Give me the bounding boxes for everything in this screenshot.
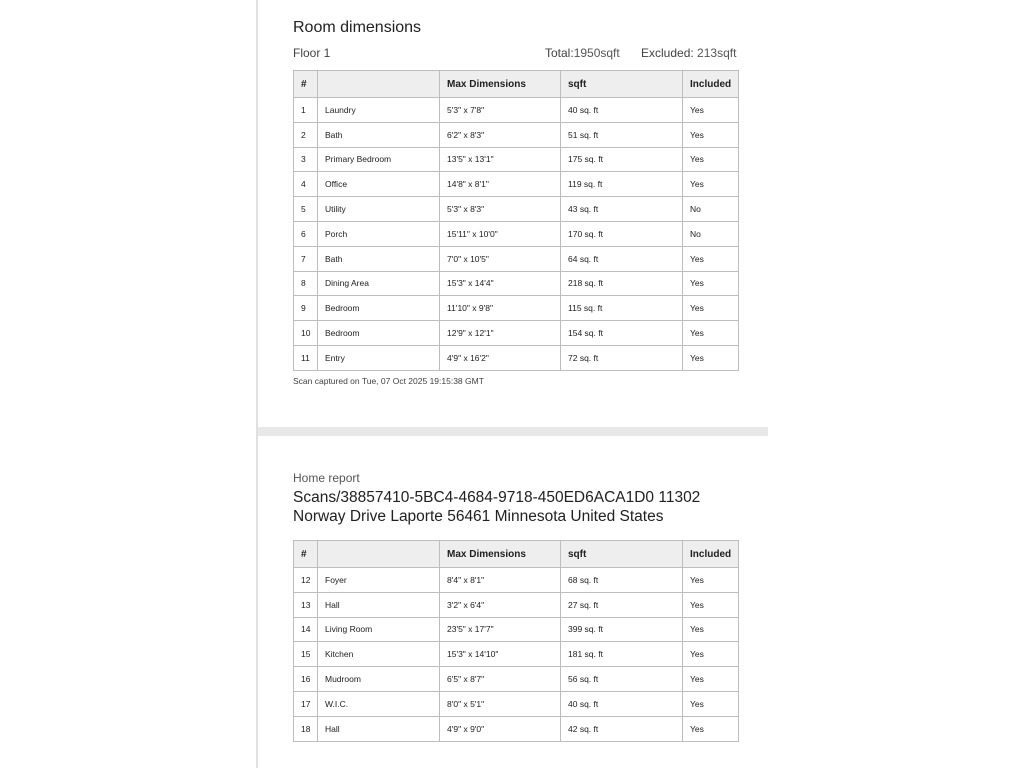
table-row	[294, 345, 739, 370]
max-dimensions: 15'3" x 14'4"	[440, 271, 561, 296]
room-name: Mudroom	[318, 667, 440, 692]
column-header-room	[318, 541, 440, 568]
table-row	[294, 642, 739, 667]
column-header-room	[318, 71, 440, 98]
room-name: Kitchen	[318, 642, 440, 667]
included-value: Yes	[683, 691, 739, 716]
included-value: No	[683, 221, 739, 246]
report-title: Scans/38857410-5BC4-4684-9718-450ED6ACA1D0 11302 Norway Drive Laporte 56461 Minnesota United States	[293, 489, 701, 525]
room-name: Foyer	[318, 568, 440, 593]
total-label: Total:	[545, 46, 574, 60]
row-number: 1	[294, 98, 318, 123]
max-dimensions: 23'5" x 17'7"	[440, 617, 561, 642]
sqft-value: 43 sq. ft	[561, 197, 683, 222]
sqft-value: 119 sq. ft	[561, 172, 683, 197]
total-value: 1950sqft	[573, 46, 620, 60]
sqft-value: 56 sq. ft	[561, 667, 683, 692]
max-dimensions: 6'5" x 8'7"	[440, 667, 561, 692]
table-row	[294, 617, 739, 642]
table-header-row	[294, 71, 739, 98]
max-dimensions: 7'0" x 10'5"	[440, 246, 561, 271]
room-dimensions-table-continued	[293, 540, 739, 742]
sqft-value: 51 sq. ft	[561, 122, 683, 147]
table-row	[294, 716, 739, 741]
room-name: Entry	[318, 345, 440, 370]
included-value: Yes	[683, 716, 739, 741]
sqft-value: 72 sq. ft	[561, 345, 683, 370]
row-number: 17	[294, 691, 318, 716]
included-value: Yes	[683, 667, 739, 692]
max-dimensions: 14'8" x 8'1"	[440, 172, 561, 197]
floor-summary	[293, 46, 738, 62]
table-row	[294, 296, 739, 321]
room-name: Hall	[318, 592, 440, 617]
room-name: Porch	[318, 221, 440, 246]
table-row	[294, 321, 739, 346]
included-value: Yes	[683, 321, 739, 346]
room-name: Office	[318, 172, 440, 197]
sqft-value: 115 sq. ft	[561, 296, 683, 321]
excluded-area	[641, 46, 736, 60]
column-header-included: Included	[683, 71, 739, 98]
table-row	[294, 667, 739, 692]
max-dimensions: 11'10" x 9'8"	[440, 296, 561, 321]
included-value: Yes	[683, 568, 739, 593]
room-name: Bedroom	[318, 296, 440, 321]
room-name: Primary Bedroom	[318, 147, 440, 172]
room-name: Utility	[318, 197, 440, 222]
floor-label: Floor 1	[293, 46, 331, 60]
table-row	[294, 172, 739, 197]
row-number: 13	[294, 592, 318, 617]
column-header-max-dimensions: Max Dimensions	[440, 71, 561, 98]
row-number: 10	[294, 321, 318, 346]
max-dimensions: 12'9" x 12'1"	[440, 321, 561, 346]
total-area	[545, 46, 620, 60]
table-body	[294, 98, 739, 371]
table-row	[294, 122, 739, 147]
row-number: 8	[294, 271, 318, 296]
sqft-value: 154 sq. ft	[561, 321, 683, 346]
max-dimensions: 5'3" x 7'8"	[440, 98, 561, 123]
table-row	[294, 147, 739, 172]
section-title: Room dimensions	[293, 19, 422, 36]
room-dimensions-table	[293, 70, 739, 371]
row-number: 15	[294, 642, 318, 667]
room-name: Dining Area	[318, 271, 440, 296]
row-number: 5	[294, 197, 318, 222]
table-body	[294, 568, 739, 742]
column-header-max-dimensions: Max Dimensions	[440, 541, 561, 568]
included-value: Yes	[683, 345, 739, 370]
sqft-value: 64 sq. ft	[561, 246, 683, 271]
table-row	[294, 271, 739, 296]
column-header-sqft: sqft	[561, 541, 683, 568]
table-row	[294, 568, 739, 593]
room-name: Bedroom	[318, 321, 440, 346]
sqft-value: 40 sq. ft	[561, 98, 683, 123]
max-dimensions: 15'3" x 14'10"	[440, 642, 561, 667]
scan-timestamp: Scan captured on Tue, 07 Oct 2025 19:15:38 GMT	[293, 376, 484, 386]
excluded-label: Excluded:	[641, 46, 694, 60]
included-value: Yes	[683, 592, 739, 617]
row-number: 9	[294, 296, 318, 321]
room-name: Bath	[318, 122, 440, 147]
table-row	[294, 98, 739, 123]
report-label: Home report	[293, 471, 360, 485]
max-dimensions: 5'3" x 8'3"	[440, 197, 561, 222]
max-dimensions: 4'9" x 9'0"	[440, 716, 561, 741]
max-dimensions: 8'0" x 5'1"	[440, 691, 561, 716]
column-header-included: Included	[683, 541, 739, 568]
included-value: Yes	[683, 147, 739, 172]
column-header-sqft: sqft	[561, 71, 683, 98]
sqft-value: 27 sq. ft	[561, 592, 683, 617]
table-header-row	[294, 541, 739, 568]
table-row	[294, 197, 739, 222]
row-number: 4	[294, 172, 318, 197]
page-separator	[258, 427, 768, 436]
report-page-2	[258, 436, 768, 768]
included-value: No	[683, 197, 739, 222]
included-value: Yes	[683, 122, 739, 147]
report-page-1	[258, 0, 768, 427]
table-row	[294, 221, 739, 246]
room-name: Living Room	[318, 617, 440, 642]
max-dimensions: 4'9" x 16'2"	[440, 345, 561, 370]
room-name: W.I.C.	[318, 691, 440, 716]
row-number: 12	[294, 568, 318, 593]
max-dimensions: 3'2" x 6'4"	[440, 592, 561, 617]
included-value: Yes	[683, 271, 739, 296]
included-value: Yes	[683, 172, 739, 197]
row-number: 7	[294, 246, 318, 271]
row-number: 18	[294, 716, 318, 741]
sqft-value: 170 sq. ft	[561, 221, 683, 246]
row-number: 11	[294, 345, 318, 370]
table-row	[294, 246, 739, 271]
sqft-value: 175 sq. ft	[561, 147, 683, 172]
max-dimensions: 6'2" x 8'3"	[440, 122, 561, 147]
max-dimensions: 13'5" x 13'1"	[440, 147, 561, 172]
sqft-value: 218 sq. ft	[561, 271, 683, 296]
row-number: 6	[294, 221, 318, 246]
row-number: 16	[294, 667, 318, 692]
row-number: 3	[294, 147, 318, 172]
sqft-value: 68 sq. ft	[561, 568, 683, 593]
max-dimensions: 8'4" x 8'1"	[440, 568, 561, 593]
included-value: Yes	[683, 617, 739, 642]
sqft-value: 40 sq. ft	[561, 691, 683, 716]
included-value: Yes	[683, 296, 739, 321]
column-header-number: #	[294, 71, 318, 98]
room-name: Bath	[318, 246, 440, 271]
room-name: Hall	[318, 716, 440, 741]
sqft-value: 399 sq. ft	[561, 617, 683, 642]
table-row	[294, 691, 739, 716]
column-header-number: #	[294, 541, 318, 568]
room-name: Laundry	[318, 98, 440, 123]
included-value: Yes	[683, 642, 739, 667]
excluded-value: 213sqft	[697, 46, 737, 60]
row-number: 14	[294, 617, 318, 642]
included-value: Yes	[683, 98, 739, 123]
included-value: Yes	[683, 246, 739, 271]
sqft-value: 181 sq. ft	[561, 642, 683, 667]
max-dimensions: 15'11" x 10'0"	[440, 221, 561, 246]
sqft-value: 42 sq. ft	[561, 716, 683, 741]
table-row	[294, 592, 739, 617]
row-number: 2	[294, 122, 318, 147]
